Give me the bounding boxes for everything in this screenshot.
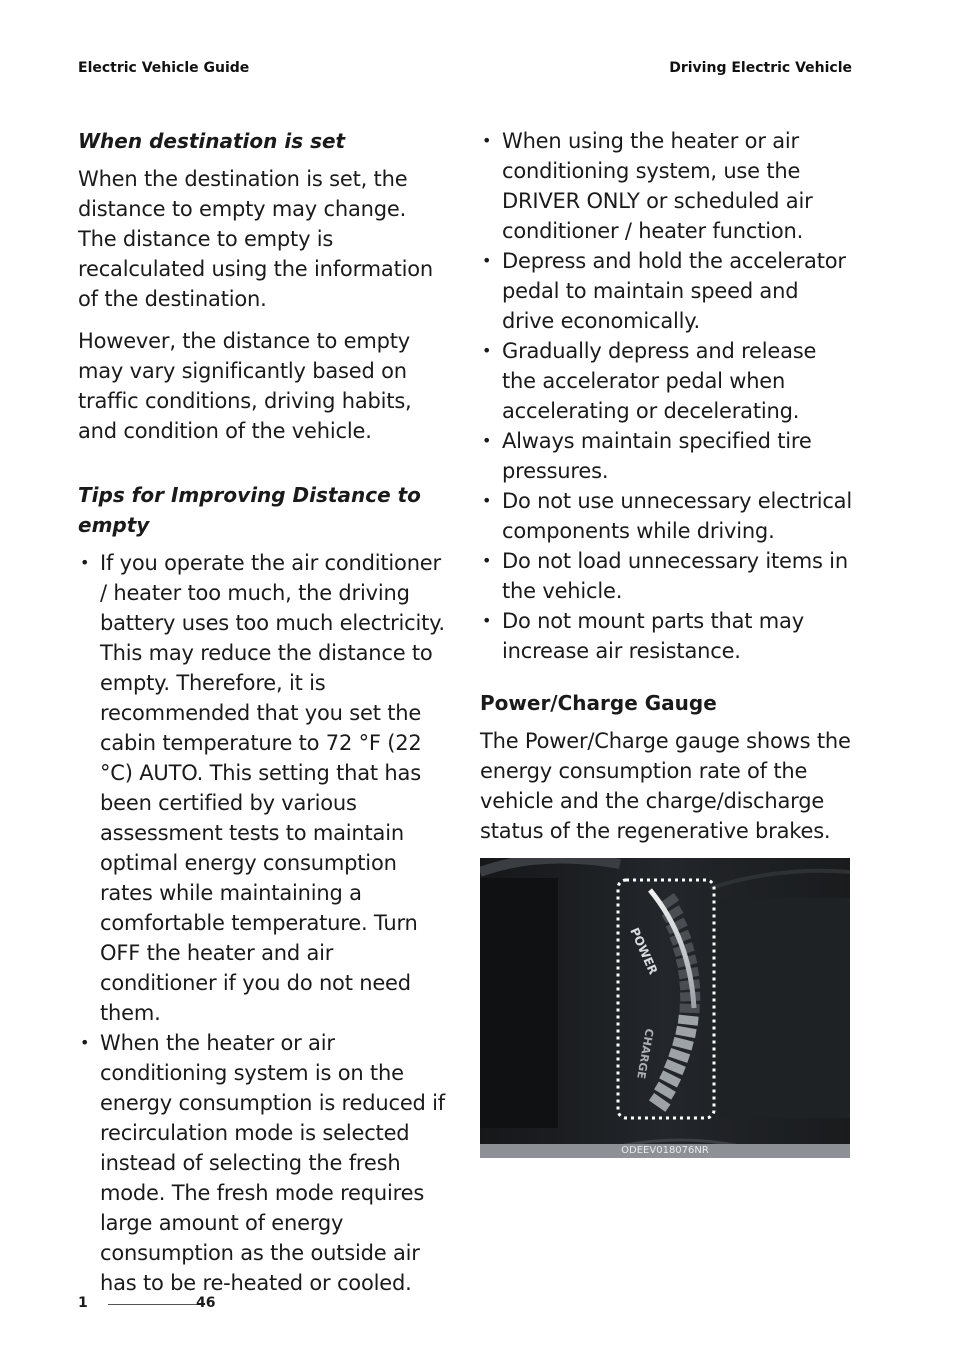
list-item: • When using the heater or air conditioning system, use the DRIVER ONLY or scheduled air conditioner / heater function.	[480, 126, 852, 246]
left-panel	[480, 878, 558, 1128]
running-header-right: Driving Electric Vehicle	[669, 60, 852, 76]
display-area	[718, 898, 850, 1118]
footer-rule	[108, 1304, 204, 1305]
figure-caption: ODEEV018076NR	[480, 1144, 850, 1158]
list-item: • Always maintain specified tire pressures.	[480, 426, 852, 486]
paragraph: However, the distance to empty may vary significantly based on traffic conditions, driving habits, and condition of the vehicle.	[78, 329, 412, 443]
list-item: • Do not load unnecessary items in the vehicle.	[480, 546, 852, 606]
paragraph: The Power/Charge gauge shows the energy consumption rate of the vehicle and the charge/discharge status of the regenerative brakes.	[480, 729, 851, 843]
right-column	[480, 126, 852, 1158]
left-column	[78, 126, 450, 1298]
section-title-destination: When destination is set	[78, 129, 346, 153]
list-item: • Do not mount parts that may increase air resistance.	[480, 606, 852, 666]
list-item: • Gradually depress and release the accelerator pedal when accelerating or decelerating.	[480, 336, 852, 426]
tips-list-continued	[480, 126, 852, 666]
list-item: • When the heater or air conditioning system is on the energy consumption is reduced if recirculation mode is selected instead of selecting the fresh mode. The fresh mode requires large amount of energy consumption as the outside air has to be re-heated or cooled.	[78, 1028, 450, 1298]
list-item: • Depress and hold the accelerator pedal to maintain speed and drive economically.	[480, 246, 852, 336]
gauge-illustration	[480, 858, 850, 1158]
section-title-tips: Tips for Improving Distance to empty	[78, 483, 421, 537]
list-item: • Do not use unnecessary electrical components while driving.	[480, 486, 852, 546]
gauge-segment	[679, 1004, 699, 1014]
paragraph: When the destination is set, the distance to empty may change. The distance to empty is recalculated using the information of the destination.	[78, 167, 433, 311]
chapter-number: 1	[78, 1295, 88, 1311]
charge-label: CHARGE	[634, 1027, 656, 1080]
list-item: • If you operate the air conditioner / heater too much, the driving battery uses too much electricity. This may reduce the distance to empty. Therefore, it is recommended that you set the cabin temperature to 72 °F (22 °C) AUTO. This setting that has been certified by various assessment tests to maintain optimal energy consumption rates while maintaining a comfortable temperature. Turn OFF the heater and air conditioner if you do not need them.	[78, 548, 450, 1028]
gauge-segment	[680, 992, 700, 1002]
page-number: 46	[196, 1295, 216, 1311]
running-header-left: Electric Vehicle Guide	[78, 60, 250, 76]
section-title-gauge: Power/Charge Gauge	[480, 691, 717, 715]
power-charge-gauge-figure	[480, 858, 850, 1158]
tips-list	[78, 548, 450, 1298]
power-label: POWER	[627, 925, 661, 977]
